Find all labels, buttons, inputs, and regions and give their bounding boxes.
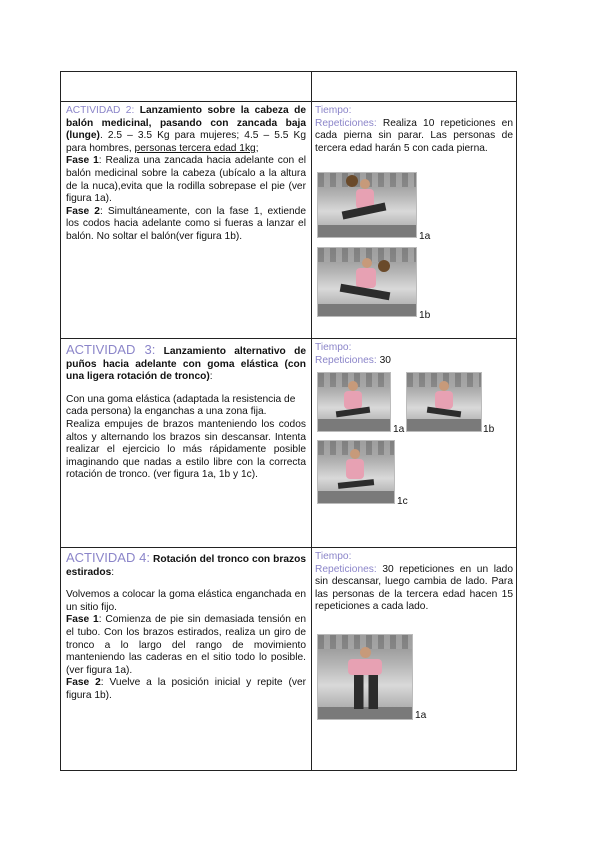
phase-1-label: Fase 1 — [66, 155, 99, 167]
activity-4-description — [66, 552, 306, 703]
punctuation: ; — [255, 142, 259, 154]
exercise-photo — [317, 172, 417, 238]
row-divider — [61, 338, 516, 339]
exercise-photo — [406, 372, 482, 432]
exercise-photo — [317, 634, 413, 720]
weights-text: . 2.5 – 3.5 Kg para mujeres; 4.5 – 5.5 Kg para hombres, — [66, 130, 306, 154]
row-divider — [61, 547, 516, 548]
exercise-photo — [317, 247, 417, 317]
phase-2-text: : Simultáneamente, con la fase 1, extiende los codos hacia adelante como si fueras a lanzar el balón. No soltar el balón(ver figura 1b). — [66, 205, 306, 242]
punctuation: : — [209, 371, 213, 383]
figure-caption: 1b — [419, 310, 431, 321]
activity-label: ACTIVIDAD 3: — [66, 342, 156, 357]
row-divider — [61, 101, 516, 102]
phase-2-label: Fase 2 — [66, 677, 101, 689]
activity-2-description — [66, 105, 306, 244]
activity-4-reps — [315, 551, 513, 614]
figure-caption: 1a — [393, 424, 405, 435]
punctuation: : — [111, 566, 115, 578]
time-label: Tiempo: — [315, 551, 352, 562]
paragraph: Con una goma elástica (adaptada la resistencia de cada persona) la enganchas a una zona fija. — [66, 393, 296, 418]
reps-label: Repeticiones: — [315, 354, 377, 366]
reps-text: 30 — [376, 354, 391, 366]
figure-caption: 1a — [419, 231, 431, 242]
figure-caption: 1a — [415, 710, 427, 721]
time-label: Tiempo: — [315, 342, 352, 353]
phase-2-text: : Vuelve a la posición inicial y repite (ver figura 1b). — [66, 677, 307, 701]
column-divider — [311, 72, 312, 770]
activity-label: ACTIVIDAD 2: — [66, 105, 135, 116]
paragraph: Volvemos a colocar la goma elástica enganchada en un sitio fijo. — [66, 589, 306, 613]
activity-3-reps — [315, 342, 513, 367]
phase-1-label: Fase 1 — [66, 614, 99, 626]
figure-caption: 1c — [397, 496, 408, 507]
activity-title: Rotación del tronco con brazos estirados — [66, 554, 306, 578]
phase-1-text: : Comienza de pie sin demasiada tensión en el tubo. Con los brazos estirados, realiza un giro de tronco a lo largo del rango de movimiento manteniendo las caderas en el sitio todo lo posible. (ver figura 1a). — [66, 614, 307, 676]
paragraph: Realiza empujes de brazos manteniendo los codos altos y alternando los brazos sin descansar. Intenta realizar el ejercicio lo más rápidamente posible imaginando que nadas a estilo libre con la correcta rotación de tronco. (ver figura 1a, 1b y 1c). — [66, 418, 306, 481]
reps-text: Realiza 10 repeticiones en cada pierna sin parar. Las personas de tercera edad harán 5 con cada pierna. — [315, 117, 513, 154]
figure-caption: 1b — [483, 424, 495, 435]
phase-2-label: Fase 2 — [66, 205, 100, 217]
reps-text: 30 repeticiones en un lado sin descansar, luego cambia de lado. Para las personas de la tercera edad hacen 15 repeticiones a cada lado. — [315, 563, 513, 613]
exercise-photo — [317, 440, 395, 504]
activity-3-description — [66, 344, 306, 482]
activity-title: Lanzamiento alternativo de puños hacia adelante con goma elástica (con una ligera rotación de tronco) — [66, 346, 306, 383]
time-label: Tiempo: — [315, 105, 352, 116]
reps-label: Repeticiones: — [315, 563, 377, 575]
activity-2-reps — [315, 105, 513, 155]
elderly-weight-text: personas tercera edad 1kg — [134, 142, 256, 154]
exercise-table — [60, 71, 517, 771]
activity-label: ACTIVIDAD 4: — [66, 550, 150, 565]
activity-title: Lanzamiento sobre la cabeza de balón medicinal, pasando con zancada baja (lunge) — [66, 105, 306, 142]
reps-label: Repeticiones: — [315, 117, 377, 129]
exercise-photo — [317, 372, 391, 432]
phase-1-text: : Realiza una zancada hacia adelante con el balón medicinal sobre la cabeza (ubícalo a la altura de la nuca),evita que la rodilla sobrepase el pie (ver figura 1a). — [66, 155, 306, 205]
